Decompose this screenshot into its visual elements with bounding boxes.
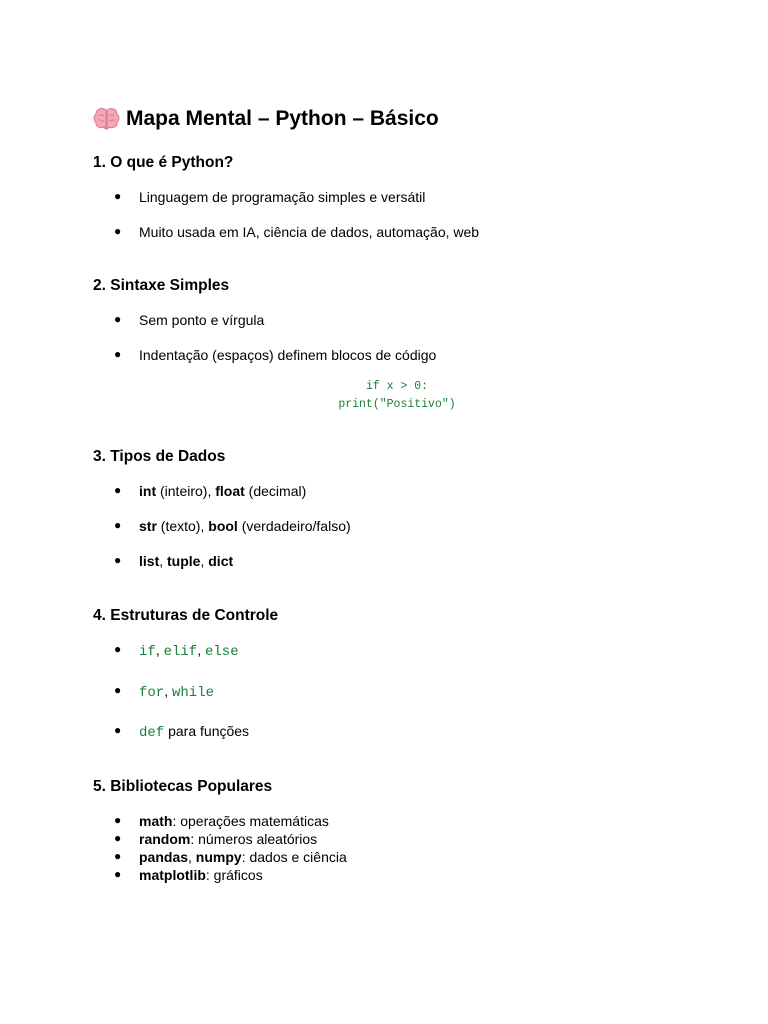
bullet: ●: [114, 867, 122, 881]
code-line: print("Positivo"): [338, 398, 456, 411]
list-item: [114, 867, 263, 883]
list-item: [114, 312, 265, 328]
list-item: [114, 224, 480, 240]
list-item-text: para funções: [164, 723, 250, 739]
title-text: Mapa Mental – Python – Básico: [126, 107, 439, 130]
code-line: if x > 0:: [365, 380, 429, 393]
list-item: [114, 518, 351, 534]
list-item: [114, 483, 307, 499]
keyword: int: [139, 483, 157, 499]
list-item-text: : operações matemáticas: [172, 813, 329, 829]
list-item-text: (decimal): [244, 483, 307, 499]
list-item: [114, 813, 329, 829]
brain-icon: [93, 107, 120, 131]
keyword: bool: [208, 518, 238, 534]
code-keyword: while: [172, 685, 215, 701]
list-item-text: : números aleatórios: [190, 831, 318, 847]
bullet: ●: [114, 224, 122, 238]
list-item: [114, 683, 215, 701]
section-heading-libraries: 5. Bibliotecas Populares: [93, 778, 273, 795]
library-name: random: [139, 831, 191, 847]
library-name: math: [139, 813, 173, 829]
bullet: ●: [114, 483, 122, 497]
section-heading-syntax: 2. Sintaxe Simples: [93, 277, 230, 294]
list-item: [114, 723, 250, 741]
library-name: pandas: [139, 849, 189, 865]
list-item-text: Indentação (espaços) definem blocos de código: [139, 347, 437, 363]
list-item-text: (texto),: [156, 518, 209, 534]
list-item-text: Sem ponto e vírgula: [139, 312, 265, 328]
separator: ,: [155, 642, 164, 658]
list-item-text: ,: [200, 553, 209, 569]
list-item-text: : gráficos: [205, 867, 263, 883]
bullet: ●: [114, 518, 122, 532]
code-keyword: elif: [163, 644, 198, 660]
separator: ,: [197, 642, 205, 658]
library-name: matplotlib: [139, 867, 206, 883]
section-heading-control-structures: 4. Estruturas de Controle: [93, 607, 279, 624]
list-item-text: (verdadeiro/falso): [237, 518, 351, 534]
keyword: dict: [208, 553, 234, 569]
list-item: [114, 642, 239, 660]
section-heading-what-is-python: 1. O que é Python?: [93, 154, 234, 171]
bullet: ●: [114, 723, 122, 737]
keyword: str: [139, 518, 157, 534]
code-block: [93, 378, 701, 414]
keyword: list: [139, 553, 160, 569]
page-title: [93, 107, 439, 131]
list-item-text: Muito usada em IA, ciência de dados, automação, web: [139, 224, 480, 240]
keyword: tuple: [167, 553, 201, 569]
bullet: ●: [114, 813, 122, 827]
list-item: [114, 849, 347, 865]
code-keyword: else: [204, 644, 239, 660]
list-item: [114, 553, 234, 569]
list-item: [114, 189, 426, 205]
code-keyword: if: [139, 644, 156, 660]
bullet: ●: [114, 553, 122, 567]
list-item-text: (inteiro),: [156, 483, 216, 499]
bullet: ●: [114, 312, 122, 326]
section-heading-data-types: 3. Tipos de Dados: [93, 448, 226, 465]
bullet: ●: [114, 189, 122, 203]
list-item-text: ,: [188, 849, 196, 865]
bullet: ●: [114, 347, 122, 361]
library-name: numpy: [195, 849, 242, 865]
bullet: ●: [114, 642, 122, 656]
list-item: [114, 831, 318, 847]
bullet: ●: [114, 849, 122, 863]
separator: ,: [164, 683, 172, 699]
list-item: [114, 347, 437, 363]
list-item-text: Linguagem de programação simples e versátil: [139, 189, 426, 205]
list-item-text: : dados e ciência: [241, 849, 347, 865]
bullet: ●: [114, 831, 122, 845]
keyword: float: [215, 483, 245, 499]
code-keyword: def: [139, 725, 165, 741]
code-keyword: for: [139, 685, 165, 701]
bullet: ●: [114, 683, 122, 697]
list-item-text: ,: [159, 553, 168, 569]
